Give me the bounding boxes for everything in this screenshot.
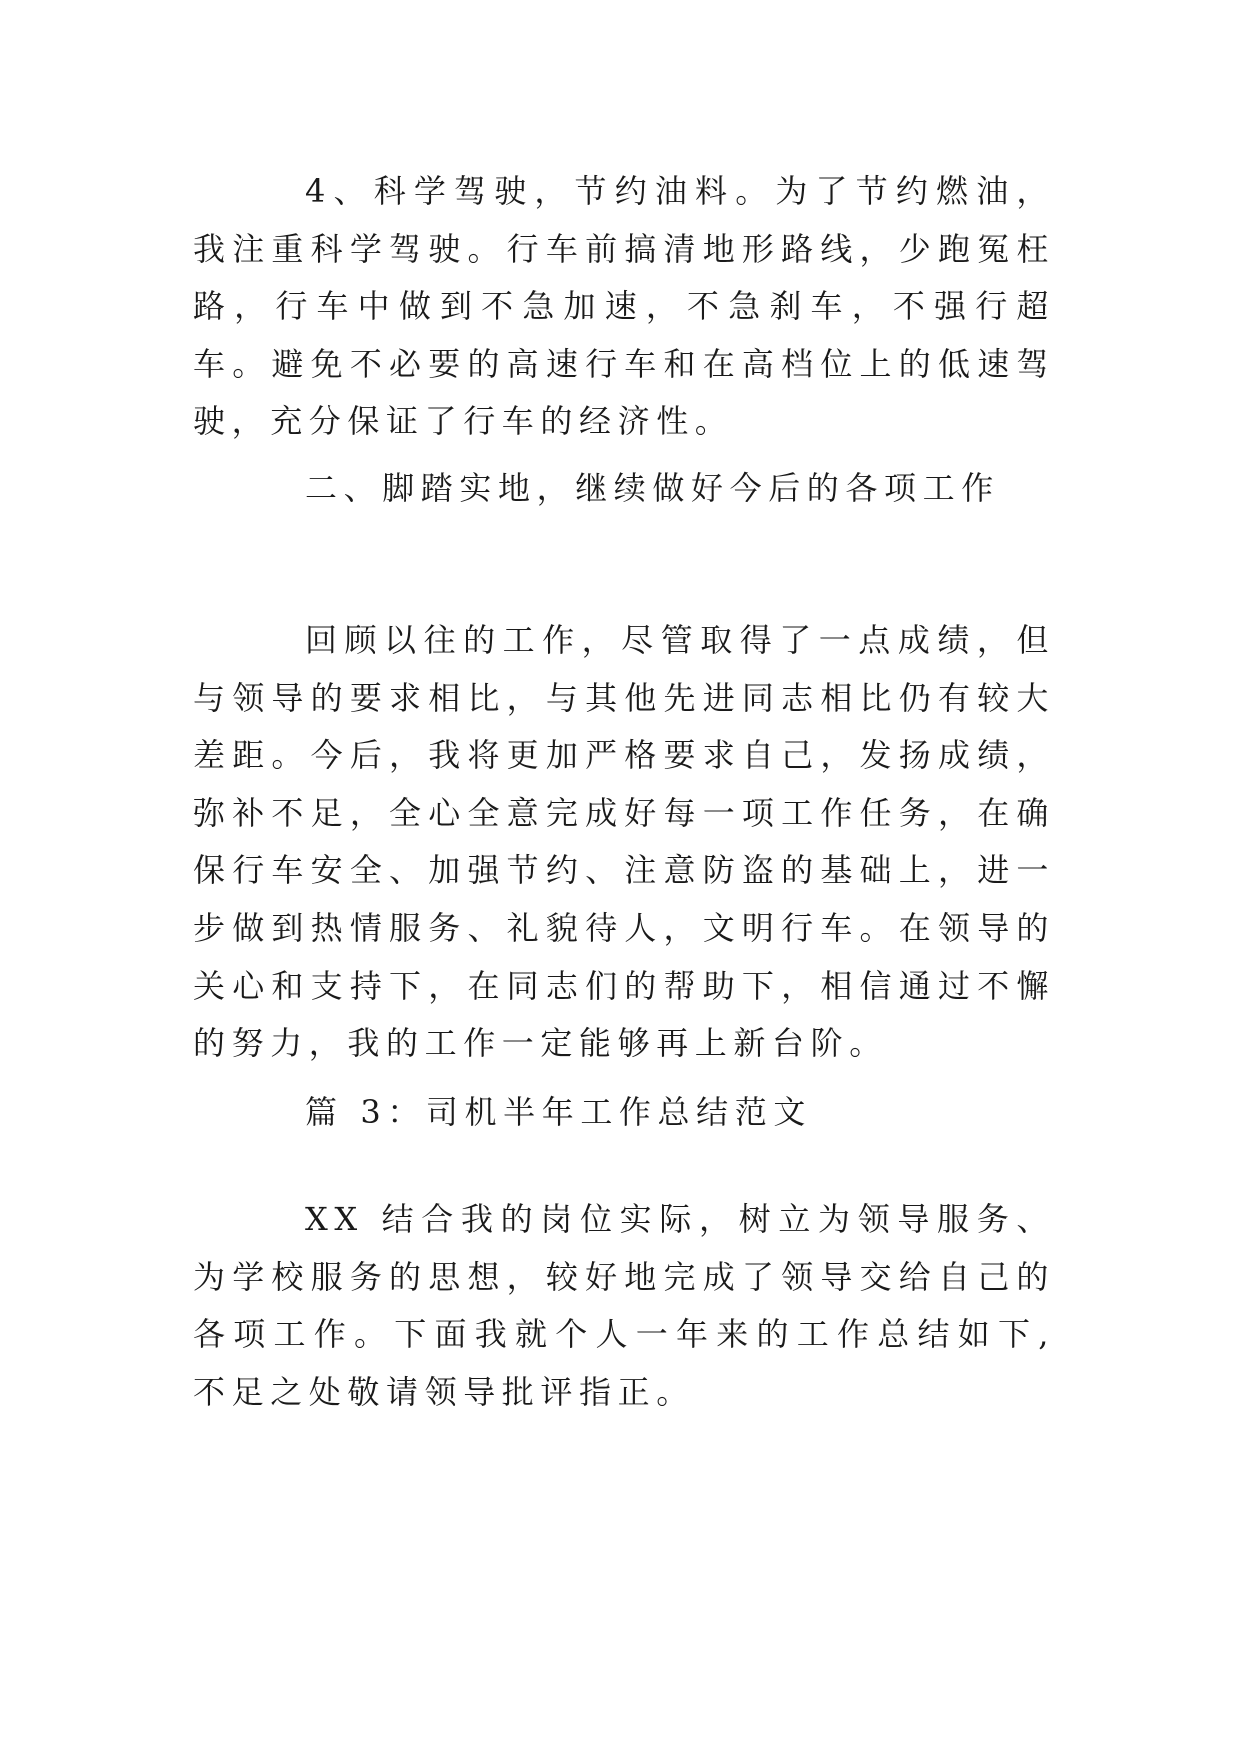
paragraph-review: 回顾以往的工作，尽管取得了一点成绩，但与领导的要求相比，与其他先进同志相比仍有较大差距。今后，我将更加严格要求自己，发扬成绩，弥补不足，全心全意完成好每一项工作任务，在确保行车安全、加强节约、注意防盗的基础上，进一步做到热情服务、礼貌待人，文明行车。在领导的关心和支持下，在同志们的帮助下，相信通过不懈的努力，我的工作一定能够再上新台阶。 xyxy=(193,621,1055,1063)
article-heading: 篇 3：司机半年工作总结范文 xyxy=(305,1093,812,1131)
paragraph-intro: XX 结合我的岗位实际，树立为领导服务、为学校服务的思想，较好地完成了领导交给自己的各项工作。下面我就个人一年来的工作总结如下,不足之处敬请领导批评指正。 xyxy=(193,1200,1055,1411)
section-heading-future-work: 二、脚踏实地，继续做好今后的各项工作 xyxy=(305,469,1000,507)
paragraph-fuel-saving: 4、科学驾驶，节约油料。为了节约燃油，我注重科学驾驶。行车前搞清地形路线，少跑冤枉路，行车中做到不急加速，不急刹车，不强行超车。避免不必要的高速行车和在高档位上的低速驾驶，充分保证了行车的经济性。 xyxy=(193,172,1055,441)
